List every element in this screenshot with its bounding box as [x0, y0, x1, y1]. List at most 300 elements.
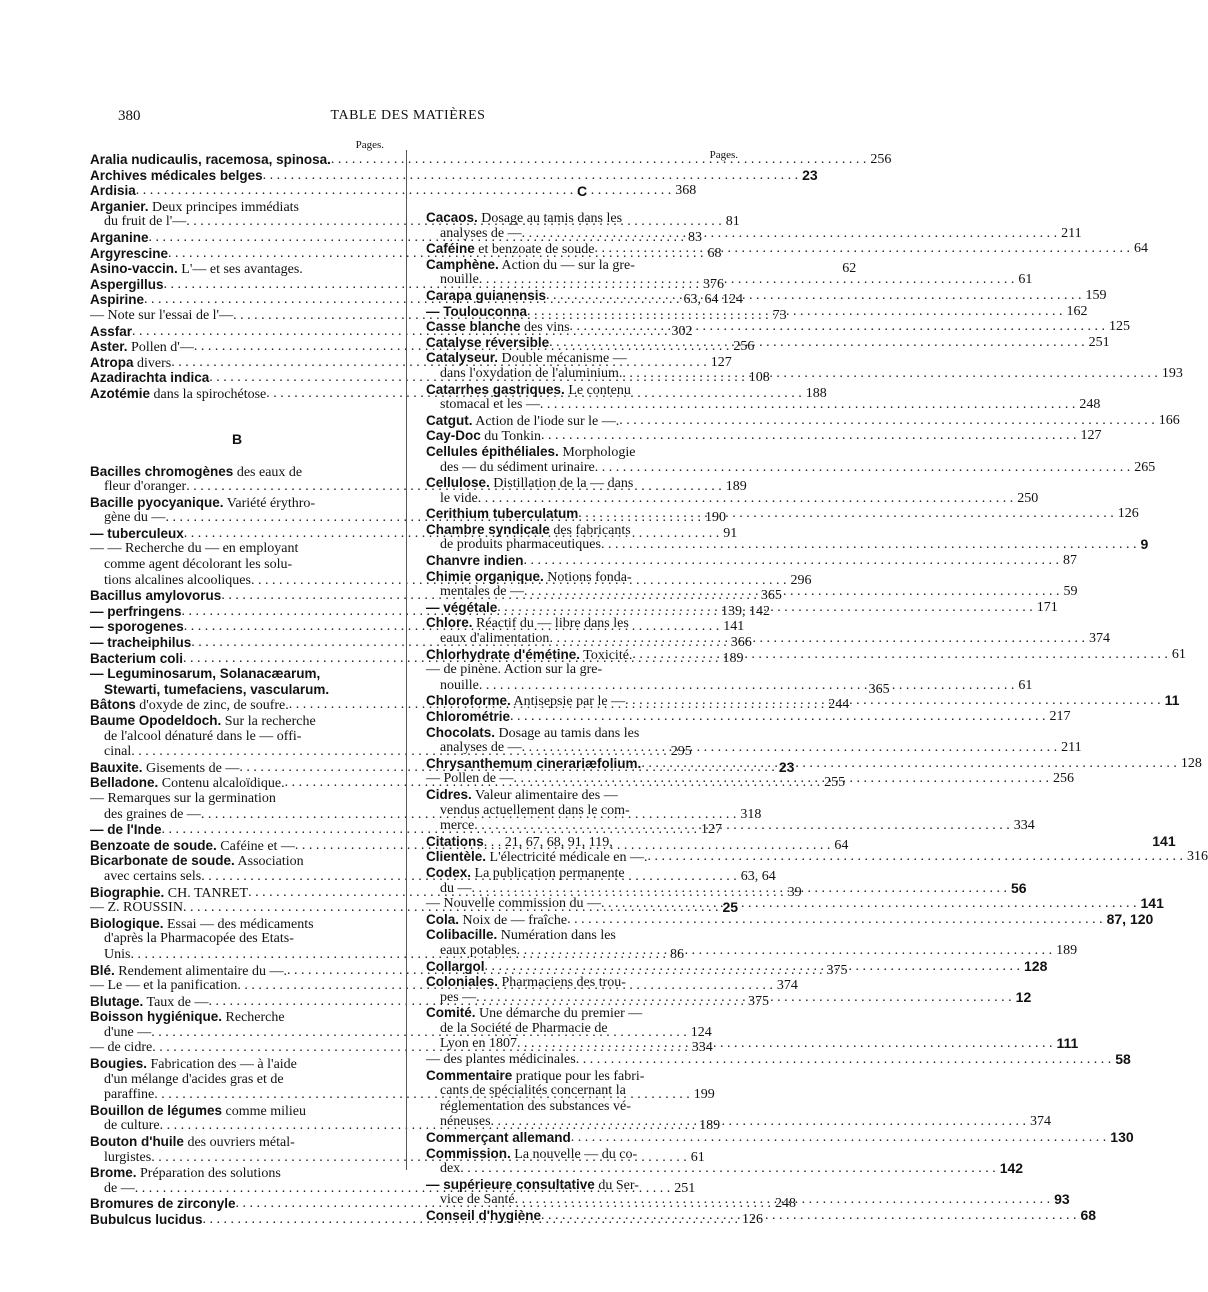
entry-heading: — tracheiphilus: [90, 635, 192, 651]
entry-heading: Aspirine: [90, 292, 145, 308]
entry-heading: Comité.: [426, 1005, 476, 1021]
page-reference: 295: [670, 744, 692, 760]
entry-line: [426, 1083, 738, 1099]
entry-line: [90, 1134, 384, 1150]
entry-heading: Belladone.: [90, 775, 159, 791]
entry-line: [426, 1114, 1052, 1130]
entry-description: L'électricité médicale en —.: [486, 850, 648, 866]
entry-line: [426, 865, 738, 881]
entry-heading: Chlorométrie: [426, 709, 511, 724]
entry-text: [90, 246, 168, 262]
page-reference: 126: [1117, 506, 1139, 522]
page-reference: 139, 142: [721, 603, 771, 619]
entry-line: [426, 475, 738, 491]
entry-line: [426, 1051, 1131, 1068]
entry-heading: Citations: [426, 833, 484, 849]
entry-heading: — Leguminosarum, Solanacæarum,: [90, 666, 321, 682]
page-reference: 162: [1066, 303, 1088, 319]
entry-line: [426, 490, 1039, 507]
entry-description: des — du sédiment urinaire: [440, 459, 595, 475]
entry-text: [90, 1009, 285, 1025]
entry-description: Notions fonda-: [543, 569, 632, 585]
entry-text: [440, 1021, 608, 1037]
index-entry: [426, 1145, 1024, 1177]
entry-description: — — Recherche du — en employant: [90, 541, 299, 557]
entry-line: [90, 1056, 384, 1072]
entry-description: Gisements de —: [142, 760, 240, 776]
entry-line: [426, 803, 738, 819]
entry-text: [90, 791, 276, 807]
entry-line: [426, 553, 1078, 569]
page-reference: 366: [730, 635, 752, 651]
page-reference: 141: [1152, 832, 1176, 849]
entry-text: [104, 869, 201, 885]
page-reference: 141: [1140, 895, 1164, 912]
entry-line: [426, 459, 1156, 476]
dot-leader: [619, 413, 1155, 429]
index-entry: [426, 506, 1139, 522]
page-reference: 86: [669, 946, 684, 962]
entry-text: [426, 615, 629, 631]
page-reference: 375: [826, 962, 848, 978]
entry-text: [426, 304, 527, 320]
dot-leader: [541, 428, 1077, 444]
entry-text: [440, 491, 478, 507]
entry-description: Numération dans les: [497, 928, 616, 944]
entry-text: [90, 495, 315, 511]
page-reference: 11: [1164, 692, 1180, 709]
entry-description: — Remarques sur la germination: [90, 790, 276, 806]
entry-heading: Bâtons: [90, 697, 136, 713]
entry-text: [104, 1087, 154, 1103]
entry-heading: Bubulcus lucidus: [90, 1212, 203, 1227]
entry-heading: Catalyseur.: [426, 350, 499, 366]
entry-text: [90, 1134, 295, 1150]
dot-leader: [517, 1036, 1053, 1052]
page-reference: 256: [733, 339, 755, 355]
entry-heading: Asino-vaccin.: [90, 261, 178, 277]
entry-line: [426, 895, 1164, 912]
dot-leader: [601, 537, 1137, 553]
page-reference: 302: [671, 323, 693, 339]
entry-text: [104, 807, 201, 823]
page-reference: 81: [725, 214, 740, 230]
page-reference: 128: [1024, 957, 1048, 974]
entry-text: [426, 693, 625, 709]
index-entry: [426, 646, 1186, 663]
entry-text: [104, 479, 186, 495]
entry-description: de culture: [104, 1118, 160, 1134]
index-entry: [426, 287, 1107, 304]
index-entry: [426, 1129, 1134, 1146]
entry-line: [90, 791, 384, 807]
index-entry: [90, 166, 818, 184]
dot-leader: [485, 959, 1021, 975]
entry-description: Rendement alimentaire du —.: [114, 963, 287, 979]
page-reference: 217: [1049, 709, 1071, 724]
entry-text: [104, 682, 329, 698]
index-entry: [426, 412, 1180, 429]
index-entry: [426, 1067, 1052, 1130]
page-reference: 62: [842, 261, 857, 277]
entry-line: [90, 183, 697, 199]
entry-line: [426, 210, 738, 226]
entry-text: [426, 1208, 541, 1224]
entry-description: dans la spirochétose: [150, 386, 267, 402]
entry-description: des fabricants: [549, 522, 631, 538]
entry-heading: Coloniales.: [426, 974, 499, 990]
page-reference: 73: [772, 307, 787, 323]
entry-text: [426, 647, 632, 663]
entry-line: [90, 931, 384, 947]
entry-text: [426, 475, 633, 491]
entry-text: [440, 1099, 631, 1115]
entry-text: [426, 319, 570, 335]
page-reference: 189: [1056, 942, 1078, 958]
entry-heading: — supérieure consultative: [426, 1176, 595, 1192]
entry-heading: Arganier.: [90, 198, 149, 214]
entry-text: [104, 573, 251, 589]
entry-description: . . . 21, 67, 68, 91, 119,: [483, 834, 613, 850]
entry-description: — Note sur l'essai de l'—: [90, 307, 234, 323]
entry-text: [426, 896, 601, 912]
entry-text: [426, 1052, 576, 1068]
entry-text: [426, 662, 602, 678]
entry-heading: Cay-Doc: [426, 428, 481, 444]
entry-heading: Ardisia: [90, 183, 136, 199]
entry-description: d'oxyde de zinc, de soufre.: [135, 698, 289, 714]
index-entry: [426, 241, 1149, 258]
dot-leader: [524, 553, 1060, 569]
entry-description: Dosage au tamis dans les: [477, 211, 623, 226]
entry-description: La nouvelle — du co-: [510, 1146, 638, 1162]
entry-text: [104, 1181, 135, 1197]
dot-leader: [524, 584, 1060, 600]
entry-text: [440, 584, 524, 600]
entry-text: [90, 713, 316, 729]
entry-heading: Bacille pyocyanique.: [90, 494, 224, 510]
page-reference: 61: [1018, 272, 1033, 288]
entry-text: [90, 324, 132, 340]
page-reference: 211: [1061, 740, 1082, 756]
entry-text: [90, 1196, 236, 1212]
page-reference: 25: [722, 899, 739, 916]
entry-text: [90, 464, 302, 480]
entry-description: Sur la recherche: [221, 714, 316, 729]
entry-description: pes —: [440, 989, 477, 1005]
dot-leader: [595, 241, 1131, 257]
entry-text: [426, 1177, 639, 1193]
page-reference: 63, 64 124: [683, 292, 744, 308]
entry-heading: Chrysanthemum cinerariæfolium.: [426, 755, 642, 771]
section-letter-b: B: [231, 430, 243, 447]
entry-line: [426, 662, 738, 678]
dot-leader: [541, 1208, 1077, 1224]
entry-description: Recherche: [222, 1010, 285, 1026]
page-reference: 159: [1085, 287, 1107, 303]
page-reference: 248: [775, 1196, 797, 1212]
page-reference: 166: [1158, 412, 1180, 428]
entry-text: [90, 168, 263, 184]
entry-line: [90, 729, 384, 745]
entry-description: de produits pharmaceutiques: [440, 537, 601, 553]
dot-leader: [491, 1114, 1027, 1130]
index-entry: [426, 475, 1039, 506]
entry-line: [90, 495, 384, 511]
entry-text: [440, 226, 522, 242]
entry-description: et benzoate de soude: [474, 242, 595, 258]
entry-heading: Casse blanche: [426, 319, 521, 335]
entry-text: [440, 1083, 626, 1099]
entry-line: [90, 557, 384, 573]
entry-text: [90, 994, 209, 1010]
page-reference: 59: [1063, 584, 1078, 600]
entry-heading: Arganine: [90, 229, 149, 245]
entry-text: [90, 386, 266, 402]
entry-line: [426, 428, 1102, 445]
page-reference: 251: [1088, 334, 1110, 350]
entry-text: [90, 541, 298, 557]
entry-heading: Biographie.: [90, 884, 165, 900]
index-entry: [426, 319, 1131, 336]
entry-description: du —: [440, 880, 472, 896]
index-entry: [426, 521, 1149, 553]
dot-leader: [474, 818, 1010, 834]
index-entry: [426, 210, 1082, 241]
entry-text: [90, 666, 320, 682]
entry-text: [426, 787, 618, 803]
entry-line: [426, 569, 738, 585]
entry-line: [426, 927, 738, 943]
entry-text: [90, 916, 314, 932]
entry-text: [90, 277, 164, 293]
entry-description: Contenu alcaloïdique.: [158, 776, 285, 792]
entry-description: d'un mélange d'acides gras et de: [104, 1071, 284, 1087]
page-reference: 128: [1180, 755, 1202, 771]
entry-description: d'une —: [104, 1024, 152, 1040]
entry-heading: Cellulose.: [426, 475, 490, 491]
entry-text: [440, 990, 476, 1006]
page-reference: 199: [693, 1087, 715, 1103]
entry-line: [90, 666, 384, 682]
entry-line: [426, 1160, 1024, 1177]
index-entry: [90, 183, 697, 199]
page-reference: 248: [1079, 397, 1101, 413]
entry-description: Essai — des médicaments: [163, 916, 314, 932]
entry-heading: Codex.: [426, 864, 472, 880]
entry-heading: Aster.: [90, 339, 128, 355]
entry-heading: Collargol: [426, 958, 485, 974]
entry-line: [426, 272, 1033, 288]
index-entry: [426, 443, 1156, 475]
entry-heading: Catarrhes gastriques.: [426, 381, 565, 397]
entry-line: [426, 1146, 738, 1162]
page-reference: 108: [748, 370, 770, 386]
page-reference: 61: [1171, 646, 1186, 662]
entry-description: Double mécanisme —: [498, 351, 627, 367]
entry-line: [426, 709, 1071, 725]
dot-leader: [570, 319, 1106, 335]
entry-text: [426, 849, 648, 865]
entry-description: le vide: [440, 490, 478, 506]
dot-leader: [595, 460, 1131, 476]
entry-description: Noix de — fraîche: [459, 912, 568, 928]
dot-leader: [515, 1192, 1051, 1208]
dot-leader: [622, 366, 1158, 382]
entry-text: [440, 803, 630, 819]
entry-heading: Commission.: [426, 1145, 511, 1161]
entry-description: des vins: [520, 320, 570, 336]
entry-text: [426, 257, 635, 273]
entry-description: de la Société de Pharmacie de: [440, 1020, 608, 1036]
entry-heading: — Toulouconna: [426, 303, 527, 319]
page-reference: 39: [787, 884, 802, 900]
entry-heading: Aspergillus: [90, 276, 164, 292]
entry-heading: Catgut.: [426, 412, 473, 428]
entry-line: [90, 1165, 384, 1181]
entry-text: [90, 152, 331, 168]
entry-heading: Biologique.: [90, 915, 164, 931]
index-entry: [426, 910, 1154, 928]
entry-description: du Ser-: [594, 1177, 639, 1193]
page-reference: 68: [707, 245, 722, 261]
entry-heading: Conseil d'hygiène: [426, 1208, 541, 1223]
page-reference: 251: [674, 1180, 696, 1196]
entry-heading: Bauxite.: [90, 759, 143, 775]
entry-heading: Chlore.: [426, 615, 473, 631]
entry-heading: Azadirachta indica: [90, 370, 210, 386]
entry-description: comme agent décolorant les solu-: [104, 557, 293, 573]
entry-heading: Bougies.: [90, 1056, 148, 1072]
entry-text: [90, 619, 184, 635]
entry-text: [426, 350, 627, 366]
index-entry: [426, 553, 1078, 569]
entry-line: [426, 646, 1186, 663]
entry-description: merce: [440, 818, 475, 834]
page-reference: 368: [675, 183, 697, 199]
entry-text: [426, 444, 635, 460]
entry-line: [426, 382, 738, 398]
page-reference: 127: [710, 354, 732, 370]
entry-description: Association: [234, 854, 304, 870]
entry-text: [426, 865, 625, 881]
entry-text: [440, 1036, 517, 1052]
entry-description: La publication permanente: [471, 865, 625, 881]
entry-heading: Baume Opodeldoch.: [90, 713, 222, 728]
entry-description: Antisepsie par le —: [510, 694, 626, 710]
entry-heading: Clientèle.: [426, 849, 487, 865]
entry-text: [104, 557, 292, 573]
entry-description: Action du — sur la gre-: [498, 257, 635, 273]
page-reference: 374: [1030, 1114, 1052, 1130]
entry-text: [426, 1005, 642, 1021]
entry-heading: Bacilles chromogènes: [90, 463, 234, 479]
entry-text: [90, 588, 221, 604]
entry-heading: — végétale: [426, 599, 498, 615]
entry-description: dans l'oxydation de l'aluminium.: [440, 365, 623, 381]
entry-description: — des plantes médicinales: [426, 1052, 576, 1068]
entry-description: d'après la Pharmacopée des Etats-: [104, 931, 294, 947]
entry-description: Action de l'iode sur le —.: [472, 413, 620, 429]
entry-description: du fruit de l'—: [104, 214, 187, 230]
page-reference: 374: [1088, 631, 1110, 647]
entry-text: [426, 210, 622, 226]
entry-text: [90, 651, 183, 667]
entry-heading: Boisson hygiénique.: [90, 1009, 223, 1025]
entry-text: [426, 506, 578, 522]
entry-heading: Cerithium tuberculatum: [426, 506, 579, 522]
entry-description: lurgistes: [104, 1149, 152, 1165]
section-letter-c: C: [576, 183, 588, 199]
entry-text: [90, 604, 182, 620]
entry-heading: Brome.: [90, 1165, 137, 1181]
dot-leader: [571, 1130, 1107, 1146]
dot-leader: [641, 756, 1177, 772]
entry-description: des eaux de: [233, 464, 303, 480]
entry-line: [426, 974, 738, 990]
entry-description: Caféine et —: [216, 838, 295, 854]
entry-line: [426, 615, 738, 631]
dot-leader: [497, 600, 1033, 616]
entry-description: de l'alcool dénaturé dans le — offi-: [104, 728, 302, 744]
entry-heading: Stewarti, tumefaciens, vascularum.: [104, 681, 330, 697]
entry-heading: Catalyse réversible: [426, 334, 550, 350]
page-reference: 255: [824, 775, 846, 791]
entry-text: [90, 697, 289, 713]
entry-text: [104, 1150, 151, 1166]
entry-description: gène du —: [104, 510, 166, 526]
dot-leader: [517, 943, 1053, 959]
entry-line: [426, 350, 738, 366]
entry-text: [440, 678, 479, 694]
entry-heading: Chambre syndicale: [426, 521, 550, 537]
entry-description: CH. TANRET: [164, 885, 249, 901]
page-reference: 91: [723, 525, 738, 541]
page-reference: 64: [1134, 241, 1149, 257]
entry-description: de —: [104, 1180, 135, 1196]
entry-description: — Z. ROUSSIN: [90, 900, 183, 916]
entry-line: [90, 1072, 384, 1088]
page-reference: 188: [805, 385, 827, 401]
entry-description: pratique pour les fabri-: [512, 1068, 645, 1084]
entry-line: [90, 713, 384, 729]
entry-description: Toxicité.: [580, 647, 633, 663]
entry-text: [90, 230, 149, 246]
entry-line: [90, 1009, 384, 1025]
entry-text: [426, 1130, 571, 1146]
entry-line: [426, 725, 738, 741]
page-reference: 87: [1063, 553, 1078, 569]
entry-heading: — sporogenes: [90, 619, 184, 635]
entry-heading: Azotémie: [90, 385, 151, 401]
entry-description: Taux de —: [143, 994, 209, 1010]
entry-text: [90, 963, 287, 979]
entry-description: du Tonkin: [480, 429, 541, 445]
entry-line: [90, 541, 384, 557]
page-reference: 316: [1187, 849, 1208, 865]
entry-description: — de cidre: [90, 1040, 153, 1056]
entry-heading: Chlorhydrate d'émétine.: [426, 646, 580, 662]
page-reference: 256: [870, 152, 892, 167]
page-reference: 125: [1109, 319, 1131, 335]
entry-text: [440, 1192, 515, 1208]
entry-description: Pollen d'—: [127, 340, 194, 356]
entry-line: [426, 740, 1082, 756]
page-reference: 190: [704, 510, 726, 526]
entry-description: comme milieu: [222, 1103, 306, 1119]
entry-line: [426, 241, 1149, 258]
entry-line: [426, 787, 738, 803]
